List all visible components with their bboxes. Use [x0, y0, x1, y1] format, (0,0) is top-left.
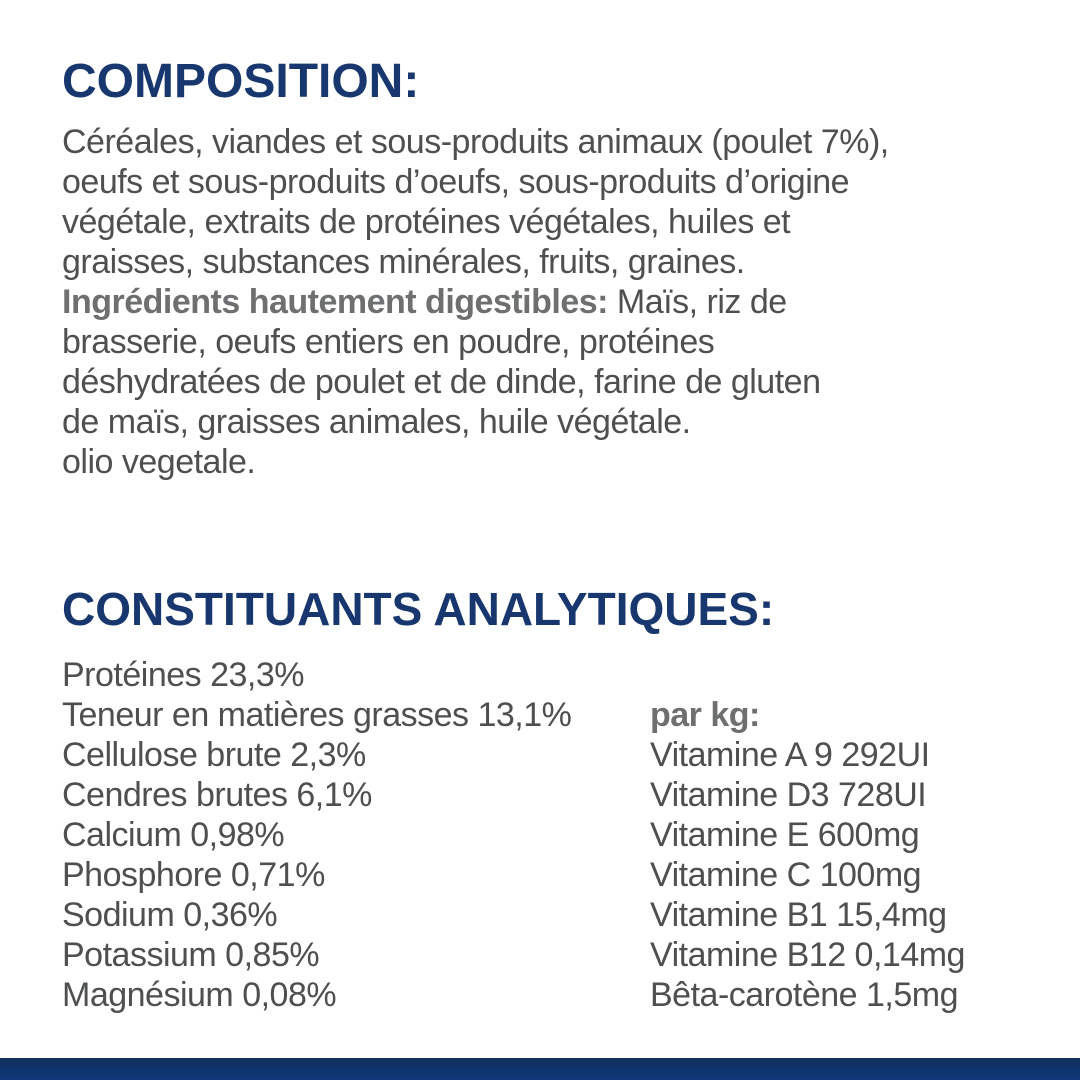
composition-line: [62, 282, 889, 322]
composition-section-title: COMPOSITION:: [62, 55, 420, 108]
vitamin-row: Vitamine C 100mg: [650, 856, 922, 894]
composition-line: [62, 362, 889, 402]
composition-line: [62, 322, 889, 362]
vitamin-row: Vitamine B1 15,4mg: [650, 896, 947, 934]
analytical-constituents-title: CONSTITUANTS ANALYTIQUES:: [62, 583, 775, 635]
composition-line: [62, 162, 889, 202]
analytical-row: Sodium 0,36%: [62, 896, 278, 934]
composition-line: [62, 242, 889, 282]
analytical-row: Teneur en matières grasses 13,1%: [62, 696, 572, 734]
analytical-row: Potassium 0,85%: [62, 936, 320, 974]
analytical-row: Protéines 23,3%: [62, 656, 304, 694]
composition-line-text: Maïs, riz de: [607, 283, 787, 321]
analytical-row: Phosphore 0,71%: [62, 856, 325, 894]
bottom-accent-bar: [0, 1058, 1080, 1080]
composition-line-text: brasserie, oeufs entiers en poudre, protéines: [62, 323, 715, 361]
analytical-left-column: [62, 655, 571, 1015]
composition-line-text: végétale, extraits de protéines végétales, huiles et: [62, 203, 791, 241]
composition-line: [62, 442, 889, 482]
per-kg-header: par kg:: [650, 696, 760, 734]
analytical-right-column: [650, 695, 965, 1015]
analytical-row: Cellulose brute 2,3%: [62, 736, 366, 774]
vitamin-row: Vitamine A 9 292UI: [650, 736, 930, 774]
analytical-row: Calcium 0,98%: [62, 816, 285, 854]
highly-digestible-ingredients-label: Ingrédients hautement digestibles:: [62, 283, 608, 321]
vitamin-row: Bêta-carotène 1,5mg: [650, 976, 959, 1014]
composition-line: [62, 122, 889, 162]
composition-line-text: graisses, substances minérales, fruits, graines.: [62, 243, 745, 281]
composition-line: [62, 202, 889, 242]
vitamin-row: Vitamine B12 0,14mg: [650, 936, 965, 974]
vitamin-row: Vitamine D3 728UI: [650, 776, 927, 814]
analytical-row: Magnésium 0,08%: [62, 976, 337, 1014]
composition-body: [62, 122, 889, 482]
composition-line-text: de maïs, graisses animales, huile végétale.: [62, 403, 691, 441]
analytical-row: Cendres brutes 6,1%: [62, 776, 372, 814]
composition-line-text: olio vegetale.: [62, 443, 256, 481]
vitamin-row: Vitamine E 600mg: [650, 816, 920, 854]
composition-line-text: Céréales, viandes et sous-produits animaux (poulet 7%),: [62, 123, 889, 161]
composition-line: [62, 402, 889, 442]
composition-line-text: oeufs et sous-produits d’oeufs, sous-produits d’origine: [62, 163, 850, 201]
composition-line-text: déshydratées de poulet et de dinde, farine de gluten: [62, 363, 821, 401]
